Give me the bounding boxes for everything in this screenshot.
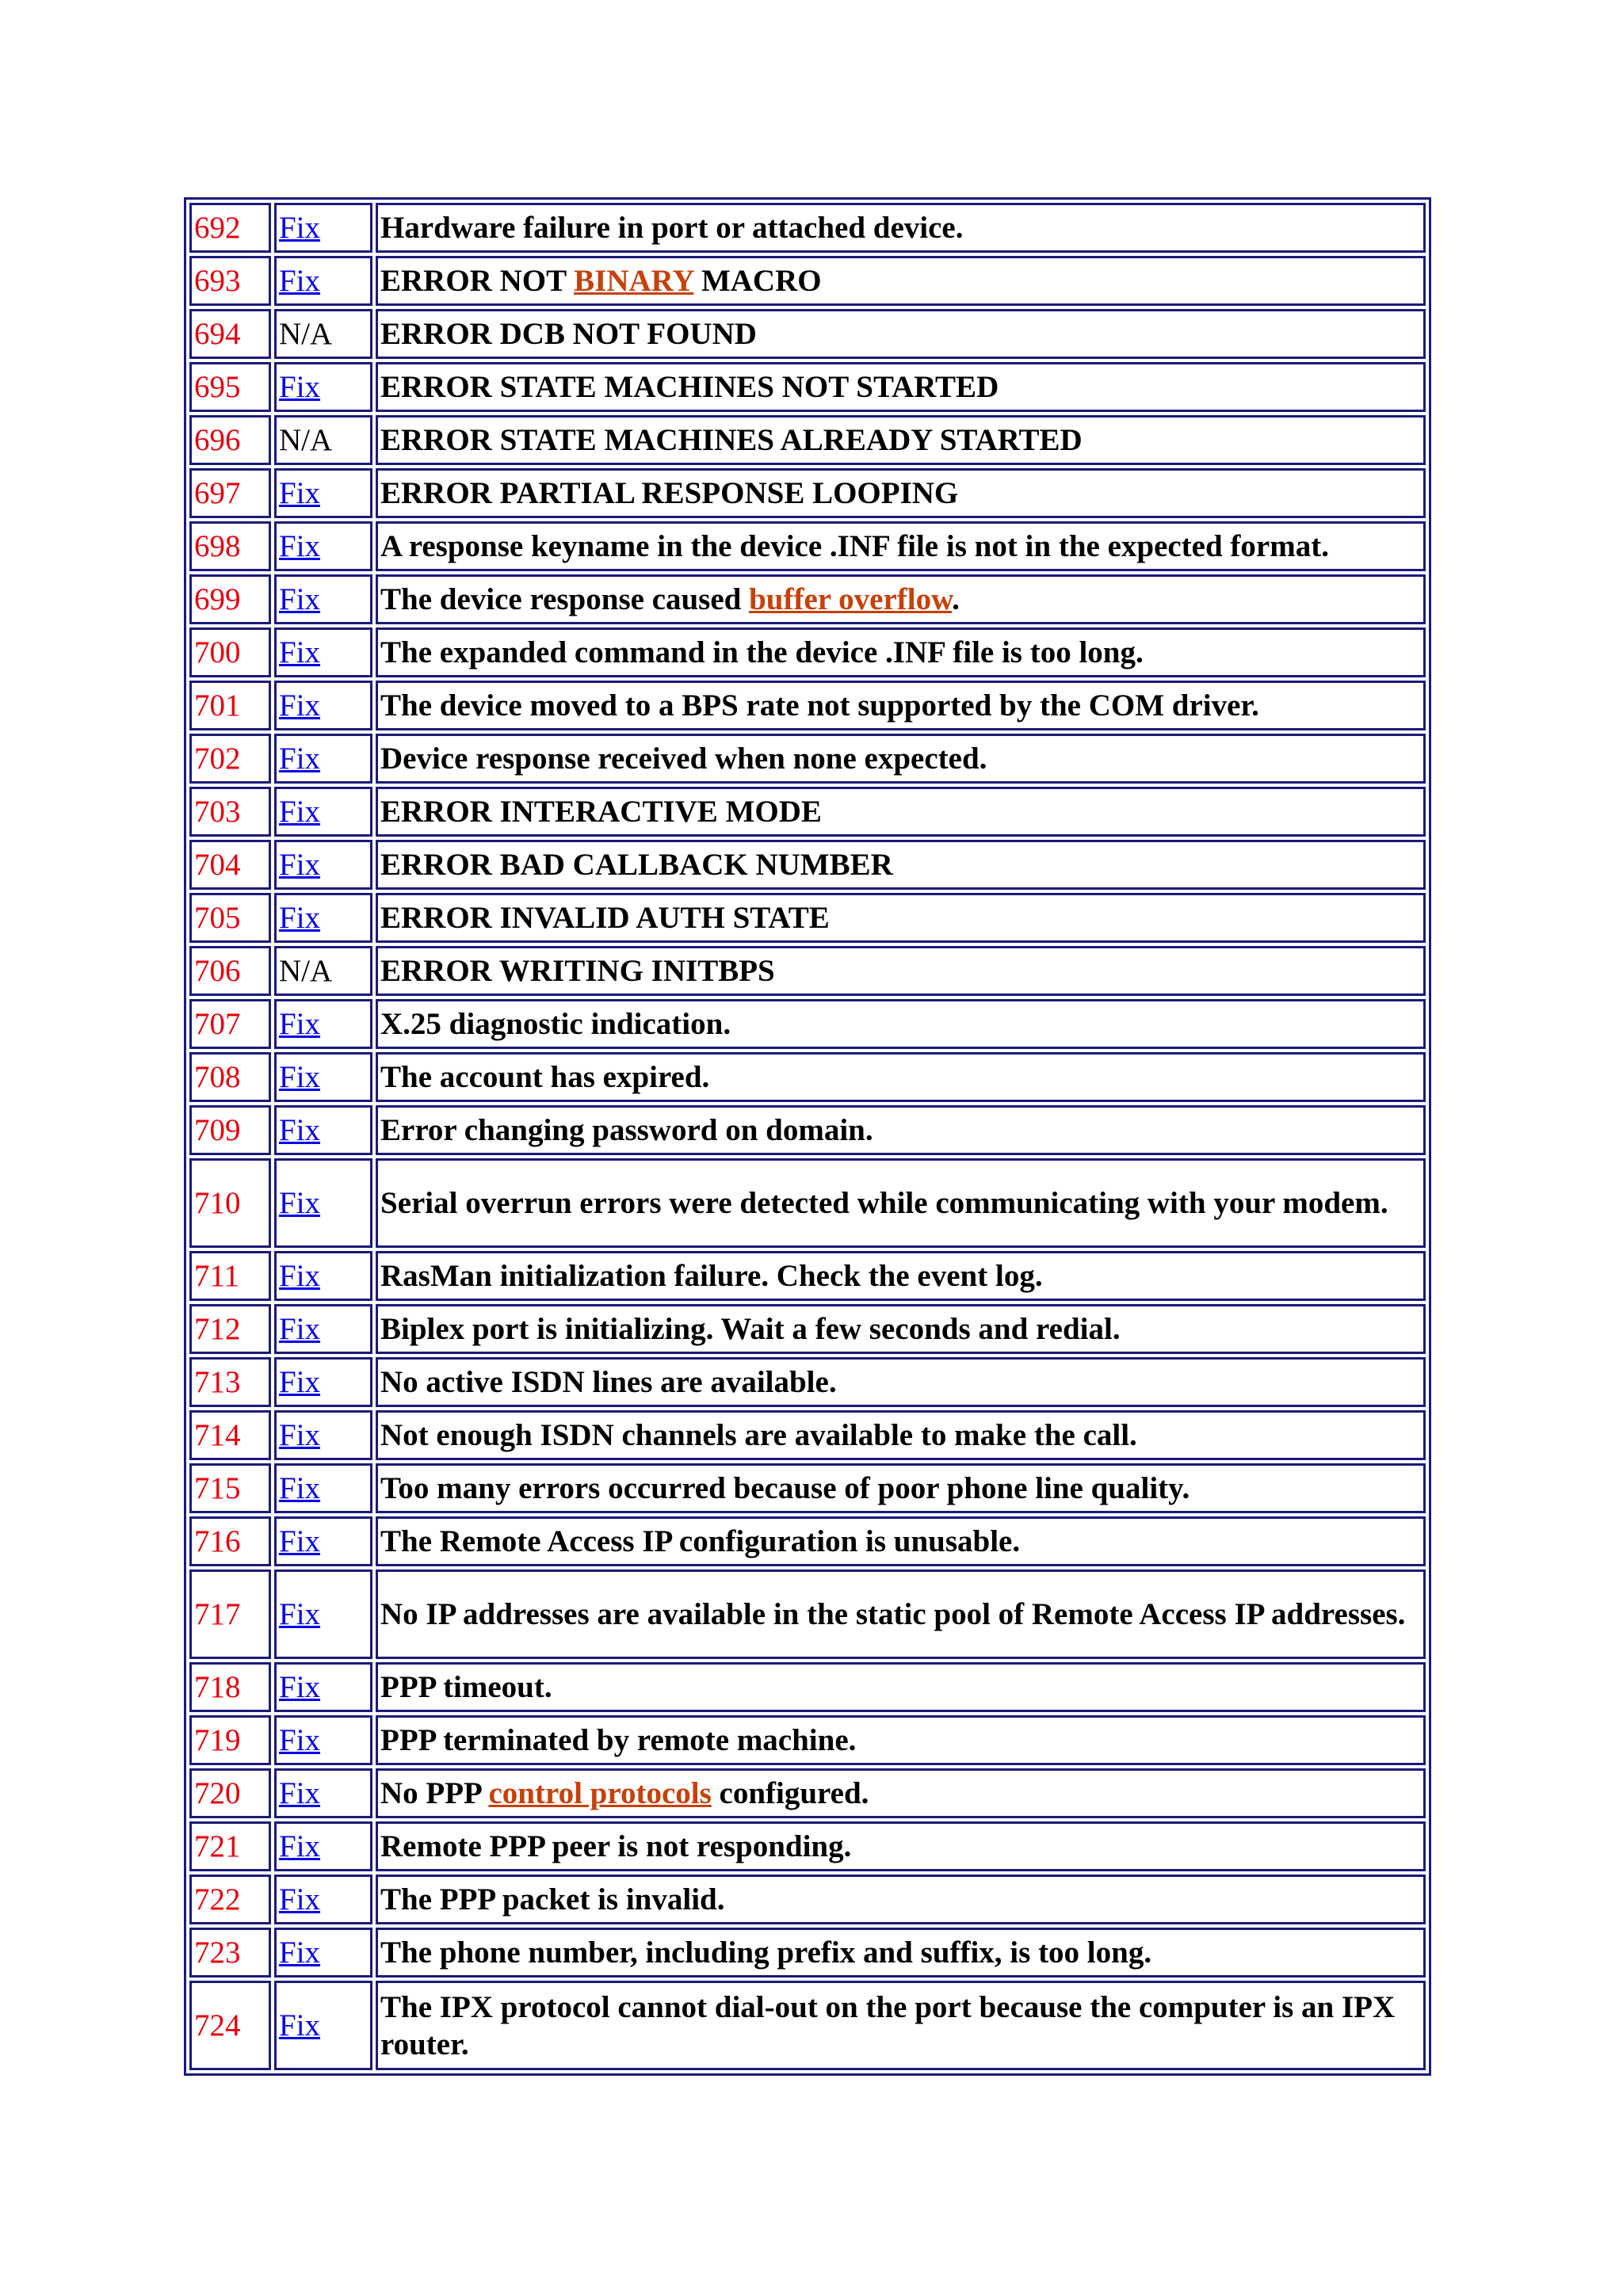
- fix-not-available: N/A: [279, 954, 333, 988]
- description-text: ERROR WRITING INITBPS: [380, 954, 775, 988]
- table-row: [189, 1768, 1426, 1818]
- fix-link[interactable]: Fix: [279, 264, 321, 298]
- error-description: [376, 840, 1426, 890]
- description-text: The account has expired.: [380, 1060, 710, 1094]
- error-code: 712: [189, 1304, 271, 1354]
- description-text: ERROR NOT: [380, 264, 575, 298]
- description-text: Too many errors occurred because of poor phone line quality.: [380, 1471, 1190, 1505]
- error-description: [376, 681, 1426, 730]
- description-text: ERROR STATE MACHINES ALREADY STARTED: [380, 423, 1083, 457]
- error-code: 697: [189, 468, 271, 518]
- fix-cell: [274, 415, 372, 465]
- description-text: No IP addresses are available in the static pool of Remote Access IP addresses.: [380, 1597, 1406, 1631]
- description-text: ERROR INTERACTIVE MODE: [380, 795, 822, 829]
- fix-link[interactable]: Fix: [279, 1365, 321, 1399]
- fix-link[interactable]: Fix: [279, 582, 321, 616]
- error-code: 700: [189, 627, 271, 677]
- description-text: Hardware failure in port or attached device.: [380, 211, 964, 245]
- table-row: [189, 840, 1426, 890]
- error-description: [376, 946, 1426, 996]
- table-row: [189, 256, 1426, 306]
- table-row: [189, 1928, 1426, 1978]
- error-description: [376, 362, 1426, 412]
- error-code: 709: [189, 1105, 271, 1155]
- error-description: [376, 1928, 1426, 1978]
- error-code: 695: [189, 362, 271, 412]
- error-code: 710: [189, 1158, 271, 1248]
- description-text: The device moved to a BPS rate not supported by the COM driver.: [380, 688, 1259, 723]
- fix-link[interactable]: Fix: [279, 211, 321, 245]
- error-code-rows: [189, 203, 1426, 2070]
- table-row: [189, 1715, 1426, 1765]
- fix-cell: [274, 1821, 372, 1871]
- error-description: [376, 1304, 1426, 1354]
- error-code: 721: [189, 1821, 271, 1871]
- description-text: ERROR INVALID AUTH STATE: [380, 901, 830, 935]
- fix-link[interactable]: Fix: [279, 635, 321, 669]
- table-row: [189, 946, 1426, 996]
- error-description: [376, 1768, 1426, 1818]
- error-description: [376, 1821, 1426, 1871]
- table-row: [189, 893, 1426, 943]
- fix-link[interactable]: Fix: [279, 1670, 321, 1704]
- error-code: 711: [189, 1251, 271, 1301]
- description-text: Not enough ISDN channels are available to make the call.: [380, 1418, 1137, 1452]
- table-row: [189, 574, 1426, 624]
- fix-link[interactable]: Fix: [279, 1776, 321, 1810]
- table-row: [189, 1875, 1426, 1924]
- fix-cell: [274, 1304, 372, 1354]
- fix-cell: [274, 627, 372, 677]
- table-row: [189, 1463, 1426, 1513]
- fix-not-available: N/A: [279, 317, 333, 351]
- error-code: 702: [189, 734, 271, 784]
- error-description: [376, 521, 1426, 571]
- table-row: [189, 1662, 1426, 1712]
- table-row: [189, 468, 1426, 518]
- table-row: [189, 1105, 1426, 1155]
- fix-link[interactable]: Fix: [279, 1936, 321, 1970]
- error-code: 715: [189, 1463, 271, 1513]
- error-description: [376, 1981, 1426, 2070]
- fix-link[interactable]: Fix: [279, 901, 321, 935]
- description-text: A response keyname in the device .INF file is not in the expected format.: [380, 529, 1329, 563]
- fix-cell: [274, 681, 372, 730]
- fix-cell: [274, 1158, 372, 1248]
- error-description: [376, 787, 1426, 837]
- fix-link[interactable]: Fix: [279, 742, 321, 776]
- description-text: The phone number, including prefix and suffix, is too long.: [380, 1936, 1152, 1970]
- table-row: [189, 1516, 1426, 1566]
- error-description: [376, 893, 1426, 943]
- error-code: 719: [189, 1715, 271, 1765]
- fix-link[interactable]: Fix: [279, 1259, 321, 1293]
- error-code: 707: [189, 999, 271, 1049]
- fix-cell: [274, 946, 372, 996]
- fix-link[interactable]: Fix: [279, 795, 321, 829]
- description-text: Serial overrun errors were detected while communicating with your modem.: [380, 1186, 1388, 1220]
- fix-link[interactable]: Fix: [279, 1007, 321, 1041]
- fix-cell: [274, 521, 372, 571]
- error-description: [376, 1516, 1426, 1566]
- description-text: The expanded command in the device .INF file is too long.: [380, 635, 1144, 669]
- error-description: [376, 1251, 1426, 1301]
- error-code: 722: [189, 1875, 271, 1924]
- fix-cell: [274, 362, 372, 412]
- fix-cell: [274, 1875, 372, 1924]
- fix-link[interactable]: Fix: [279, 1882, 321, 1917]
- description-text: Biplex port is initializing. Wait a few seconds and redial.: [380, 1312, 1121, 1346]
- fix-cell: [274, 203, 372, 253]
- description-text: ERROR PARTIAL RESPONSE LOOPING: [380, 476, 959, 510]
- fix-cell: [274, 1569, 372, 1659]
- error-code: 713: [189, 1357, 271, 1407]
- table-row: [189, 681, 1426, 730]
- fix-cell: [274, 999, 372, 1049]
- error-code: 698: [189, 521, 271, 571]
- fix-link[interactable]: Fix: [279, 1597, 321, 1631]
- error-code: 705: [189, 893, 271, 943]
- error-code: 703: [189, 787, 271, 837]
- table-row: [189, 1357, 1426, 1407]
- description-text: configured.: [711, 1776, 869, 1810]
- table-row: [189, 521, 1426, 571]
- fix-cell: [274, 574, 372, 624]
- fix-cell: [274, 1357, 372, 1407]
- fix-link[interactable]: Fix: [279, 1829, 321, 1863]
- error-description: [376, 1875, 1426, 1924]
- error-code: 717: [189, 1569, 271, 1659]
- description-text: The Remote Access IP configuration is unusable.: [380, 1524, 1021, 1558]
- fix-link[interactable]: Fix: [279, 688, 321, 723]
- error-code: 704: [189, 840, 271, 890]
- error-description: [376, 1463, 1426, 1513]
- table-row: [189, 1569, 1426, 1659]
- error-description: [376, 415, 1426, 465]
- error-code: 699: [189, 574, 271, 624]
- error-code-table: [184, 197, 1431, 2076]
- fix-link[interactable]: Fix: [279, 370, 321, 404]
- description-text: ERROR STATE MACHINES NOT STARTED: [380, 370, 999, 404]
- fix-cell: [274, 1768, 372, 1818]
- fix-link[interactable]: Fix: [279, 529, 321, 563]
- fix-cell: [274, 1251, 372, 1301]
- fix-cell: [274, 1981, 372, 2070]
- fix-cell: [274, 1052, 372, 1102]
- fix-cell: [274, 256, 372, 306]
- fix-link[interactable]: Fix: [279, 2008, 321, 2042]
- description-text: PPP timeout.: [380, 1670, 552, 1704]
- table-row: [189, 1981, 1426, 2070]
- error-description: [376, 1715, 1426, 1765]
- description-text: MACRO: [693, 264, 822, 298]
- table-row: [189, 203, 1426, 253]
- fix-link[interactable]: Fix: [279, 848, 321, 882]
- description-text: .: [952, 582, 960, 616]
- error-description: [376, 1410, 1426, 1460]
- fix-link[interactable]: Fix: [279, 1113, 321, 1147]
- fix-link[interactable]: Fix: [279, 1524, 321, 1558]
- fix-cell: [274, 1928, 372, 1978]
- error-description: [376, 203, 1426, 253]
- error-description: [376, 999, 1426, 1049]
- description-text: PPP terminated by remote machine.: [380, 1723, 857, 1757]
- description-text: No active ISDN lines are available.: [380, 1365, 837, 1399]
- table-row: [189, 787, 1426, 837]
- description-text: RasMan initialization failure. Check the event log.: [380, 1259, 1043, 1293]
- error-description: [376, 309, 1426, 359]
- glossary-link[interactable]: control protocols: [488, 1776, 712, 1810]
- error-code: 716: [189, 1516, 271, 1566]
- error-code: 714: [189, 1410, 271, 1460]
- error-description: [376, 627, 1426, 677]
- fix-link[interactable]: Fix: [279, 1471, 321, 1505]
- fix-cell: [274, 1105, 372, 1155]
- glossary-link[interactable]: BINARY: [574, 264, 694, 298]
- description-text: ERROR BAD CALLBACK NUMBER: [380, 848, 893, 882]
- error-description: [376, 1158, 1426, 1248]
- description-text: Error changing password on domain.: [380, 1113, 873, 1147]
- fix-cell: [274, 787, 372, 837]
- table-row: [189, 734, 1426, 784]
- table-row: [189, 999, 1426, 1049]
- description-text: The device response caused: [380, 582, 750, 616]
- table-row: [189, 1251, 1426, 1301]
- fix-cell: [274, 468, 372, 518]
- fix-link[interactable]: Fix: [279, 1723, 321, 1757]
- description-text: X.25 diagnostic indication.: [380, 1007, 731, 1041]
- error-code: 718: [189, 1662, 271, 1712]
- error-description: [376, 1105, 1426, 1155]
- table-row: [189, 1304, 1426, 1354]
- error-description: [376, 574, 1426, 624]
- table-row: [189, 415, 1426, 465]
- table-row: [189, 362, 1426, 412]
- table-row: [189, 309, 1426, 359]
- error-description: [376, 1662, 1426, 1712]
- error-description: [376, 1569, 1426, 1659]
- fix-cell: [274, 1715, 372, 1765]
- error-code: 694: [189, 309, 271, 359]
- description-text: ERROR DCB NOT FOUND: [380, 317, 757, 351]
- error-code: 701: [189, 681, 271, 730]
- error-description: [376, 1052, 1426, 1102]
- fix-cell: [274, 1516, 372, 1566]
- description-text: Remote PPP peer is not responding.: [380, 1829, 852, 1863]
- error-code: 693: [189, 256, 271, 306]
- table-row: [189, 1821, 1426, 1871]
- error-description: [376, 734, 1426, 784]
- glossary-link[interactable]: buffer overflow: [749, 582, 953, 616]
- fix-cell: [274, 893, 372, 943]
- table-row: [189, 1052, 1426, 1102]
- fix-link[interactable]: Fix: [279, 1060, 321, 1094]
- error-code: 696: [189, 415, 271, 465]
- error-code: 724: [189, 1981, 271, 2070]
- error-description: [376, 1357, 1426, 1407]
- fix-cell: [274, 840, 372, 890]
- fix-link[interactable]: Fix: [279, 476, 321, 510]
- table-row: [189, 1158, 1426, 1248]
- error-code: 692: [189, 203, 271, 253]
- fix-not-available: N/A: [279, 423, 333, 457]
- table-row: [189, 1410, 1426, 1460]
- error-code: 706: [189, 946, 271, 996]
- error-description: [376, 468, 1426, 518]
- description-text: No PPP: [380, 1776, 489, 1810]
- error-code: 708: [189, 1052, 271, 1102]
- error-code: 720: [189, 1768, 271, 1818]
- description-text: Device response received when none expected.: [380, 742, 987, 776]
- error-description: [376, 256, 1426, 306]
- fix-cell: [274, 1662, 372, 1712]
- error-code: 723: [189, 1928, 271, 1978]
- fix-cell: [274, 1463, 372, 1513]
- fix-link[interactable]: Fix: [279, 1312, 321, 1346]
- description-text: The IPX protocol cannot dial-out on the port because the computer is an IPX router.: [380, 1989, 1396, 2061]
- fix-link[interactable]: Fix: [279, 1418, 321, 1452]
- fix-cell: [274, 734, 372, 784]
- fix-link[interactable]: Fix: [279, 1186, 321, 1220]
- fix-cell: [274, 1410, 372, 1460]
- description-text: The PPP packet is invalid.: [380, 1882, 725, 1917]
- table-row: [189, 627, 1426, 677]
- fix-cell: [274, 309, 372, 359]
